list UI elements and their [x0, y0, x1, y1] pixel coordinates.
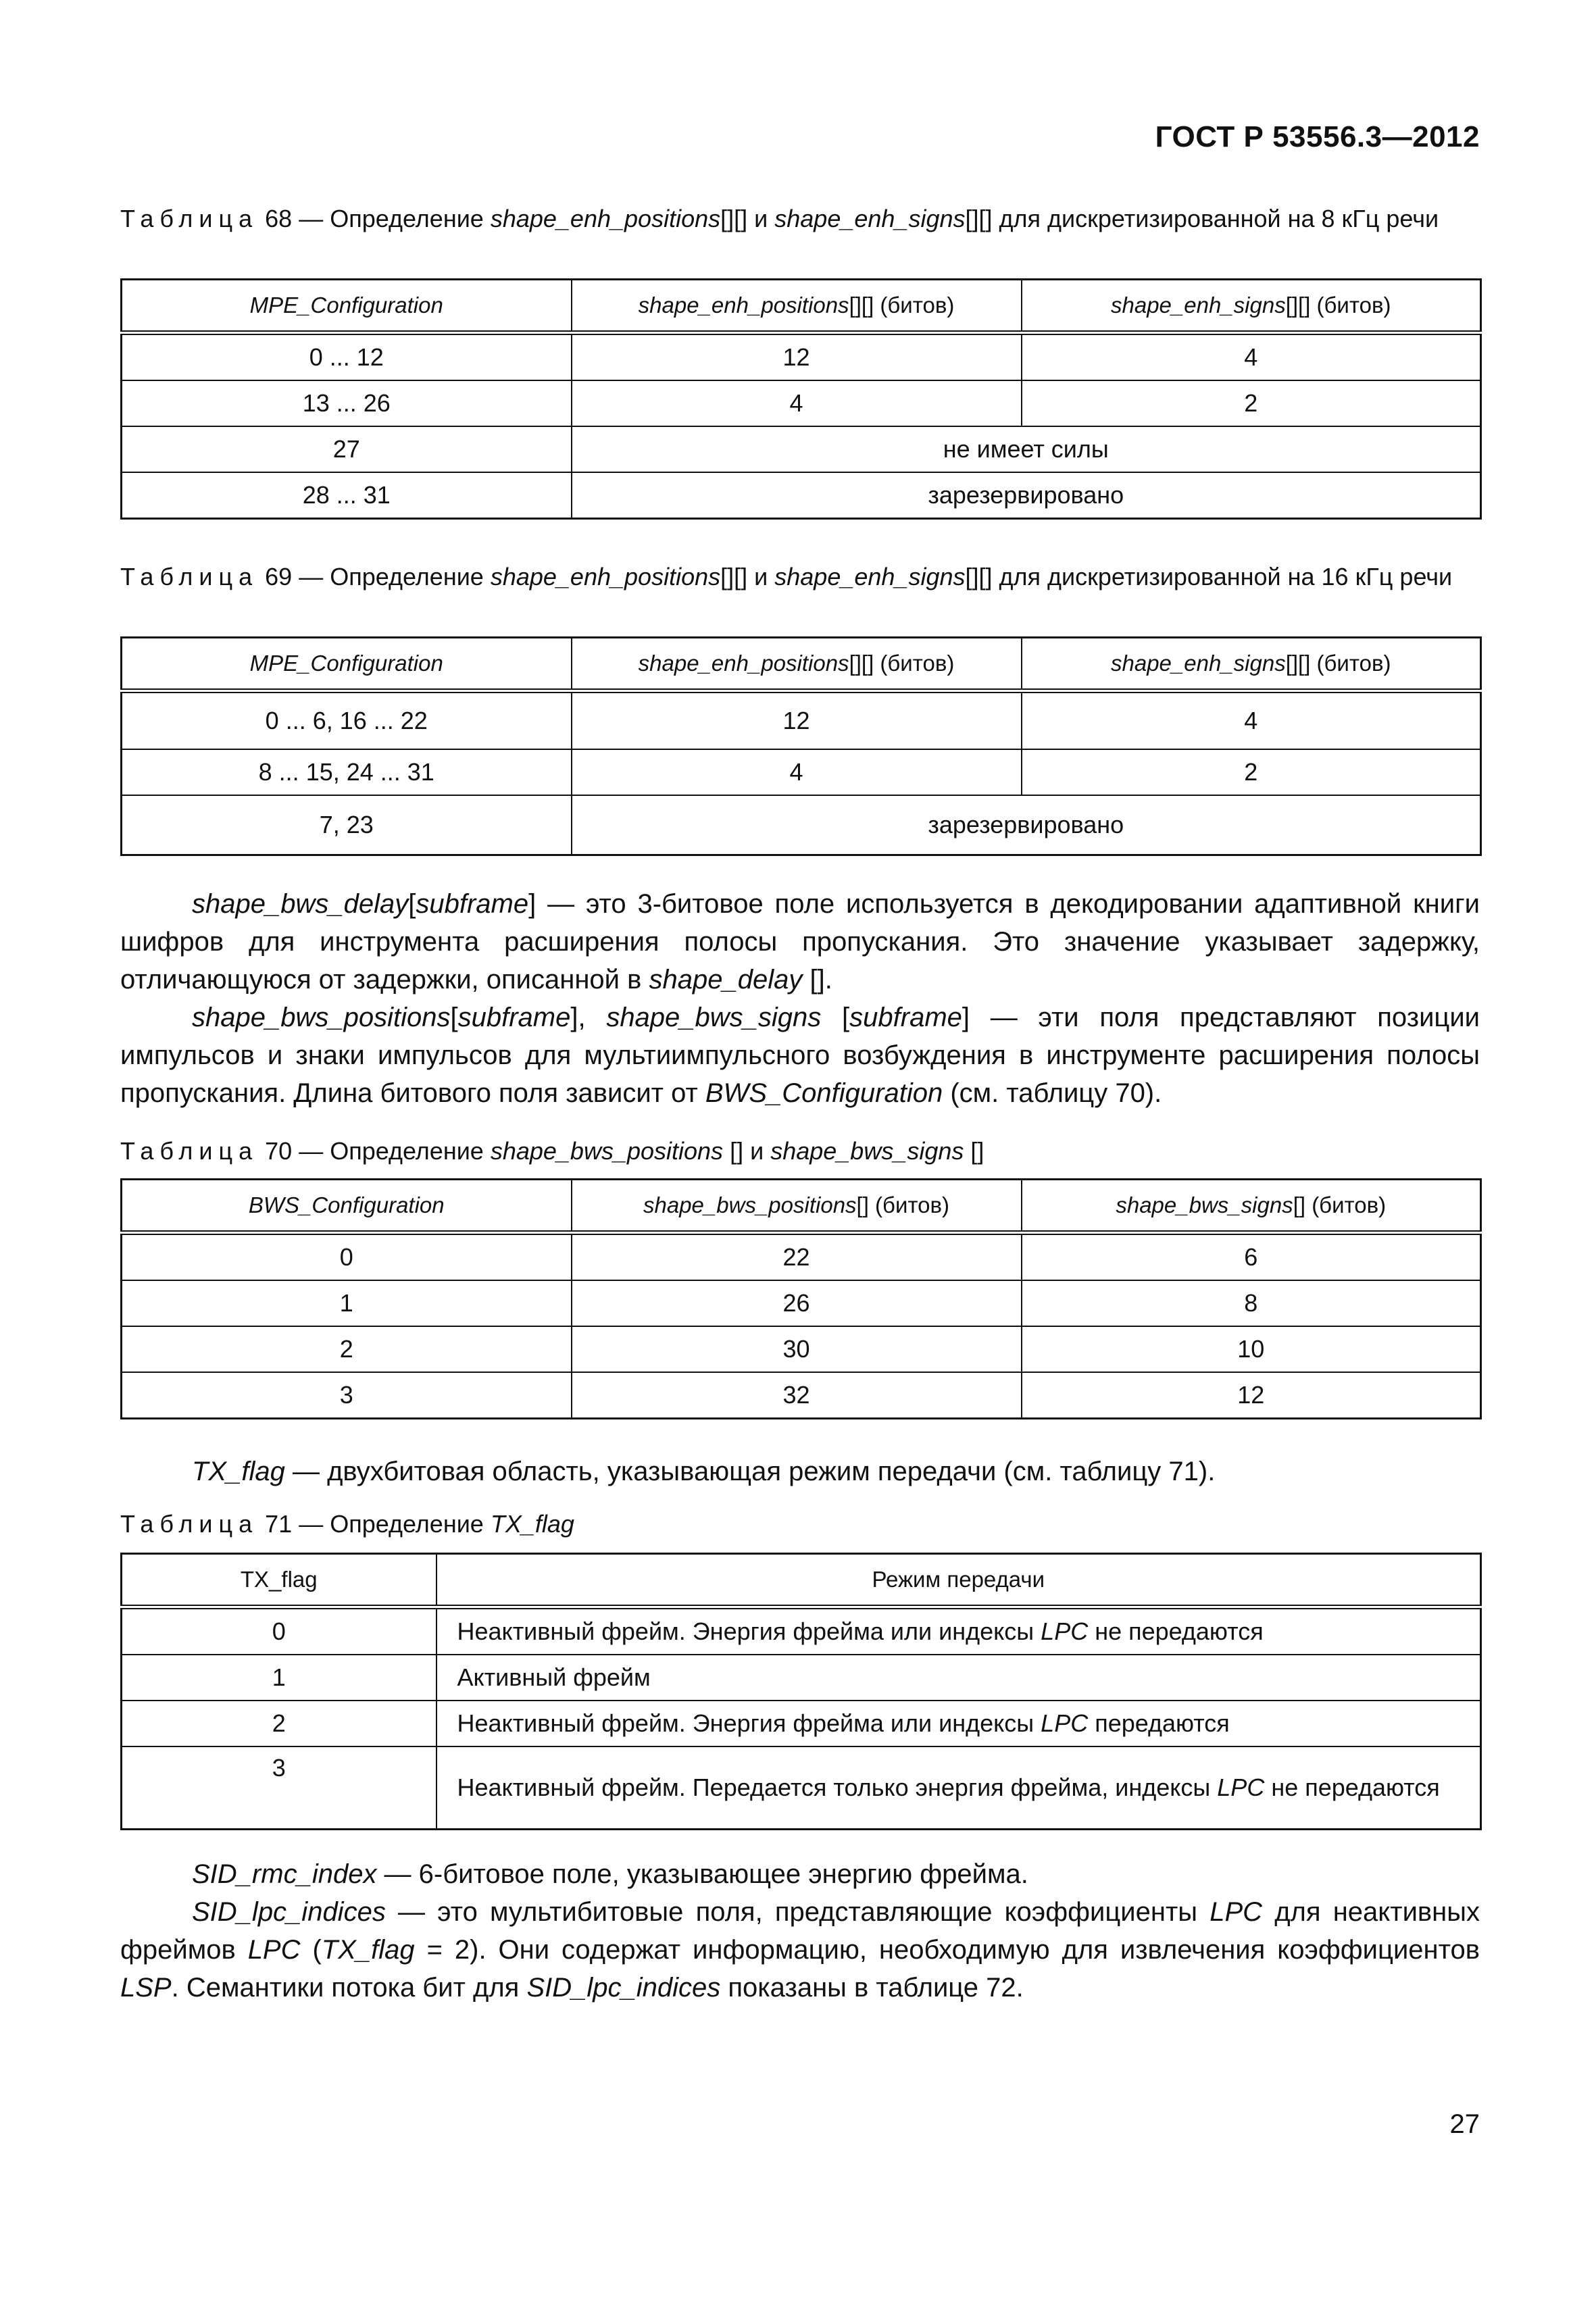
table-row: 7, 23 зарезервировано	[122, 795, 1481, 855]
table-row: 1 26 8	[122, 1280, 1481, 1326]
body-text	[120, 1855, 1480, 2007]
column-header: TX_flag	[122, 1554, 437, 1607]
paragraph-shape-bws-positions: shape_bws_positions[subframe], shape_bws_signs [subframe] — эти поля представляют позиции импульсов и знаки импульсов для мультиимпульсного возбуждения в инструменте расширения полосы пропускания. Длина битового поля зависит от BWS_Configuration (см. таблицу 70).	[120, 1003, 1480, 1108]
column-header: MPE_Configuration	[122, 638, 572, 691]
body-text	[120, 885, 1480, 1112]
table-row: 0 ... 6, 16 ... 22 12 4	[122, 691, 1481, 750]
table-label: Таблица	[120, 205, 259, 232]
table-row: 0 ... 12 12 4	[122, 333, 1481, 381]
table-row: 2 Неактивный фрейм. Энергия фрейма или индексы LPC передаются	[122, 1701, 1481, 1746]
table-label: Таблица	[120, 1137, 259, 1165]
table-row: 27 не имеет силы	[122, 426, 1481, 472]
body-text	[120, 1453, 1480, 1490]
table-row: 0 Неактивный фрейм. Энергия фрейма или индексы LPC не передаются	[122, 1607, 1481, 1655]
table-row: 28 ... 31 зарезервировано	[122, 472, 1481, 519]
table-row: 8 ... 15, 24 ... 31 4 2	[122, 749, 1481, 795]
paragraph-tx-flag: TX_flag — двухбитовая область, указывающая режим передачи (см. таблицу 71).	[192, 1457, 1216, 1486]
table-69-caption: Таблица 69 — Определение shape_enh_positions[][] и shape_enh_signs[][] для дискретизированной на 16 кГц речи	[120, 563, 1453, 590]
table-71	[120, 1553, 1482, 1830]
table-row: 0 22 6	[122, 1233, 1481, 1281]
column-header: shape_enh_signs[][] (битов)	[1022, 280, 1481, 333]
page-number: 27	[1449, 2109, 1480, 2139]
table-label: Таблица	[120, 563, 259, 590]
table-row: 3 Неактивный фрейм. Передается только энергия фрейма, индексы LPC не передаются	[122, 1746, 1481, 1830]
column-header: shape_enh_positions[][] (битов)	[572, 638, 1022, 691]
document-header: ГОСТ Р 53556.3—2012	[1155, 120, 1480, 153]
table-68-caption: Таблица 68 — Определение shape_enh_positions[][] и shape_enh_signs[][] для дискретизированной на 8 кГц речи	[120, 205, 1439, 232]
paragraph-shape-bws-delay: shape_bws_delay[subframe] — это 3-битовое поле используется в декодировании адаптивной книги шифров для инструмента расширения полосы пропускания. Это значение указывает задержку, отличающуюся от задержки, описанной в shape_delay [].	[120, 889, 1480, 995]
column-header: BWS_Configuration	[122, 1180, 572, 1233]
paragraph-sid-lpc-indices: SID_lpc_indices — это мультибитовые поля, представляющие коэффициенты LPC для неактивных фреймов LPC (TX_flag = 2). Они содержат информацию, необходимую для извлечения коэффициентов LSP. Семантики потока бит для SID_lpc_indices показаны в таблице 72.	[120, 1897, 1480, 2003]
column-header: Режим передачи	[437, 1554, 1481, 1607]
table-label: Таблица	[120, 1510, 259, 1538]
table-68	[120, 278, 1482, 520]
table-row: 2 30 10	[122, 1326, 1481, 1372]
column-header: shape_bws_positions[] (битов)	[572, 1180, 1022, 1233]
table-70-caption: Таблица 70 — Определение shape_bws_positions [] и shape_bws_signs []	[120, 1137, 984, 1165]
column-header: shape_enh_signs[][] (битов)	[1022, 638, 1481, 691]
table-71-caption: Таблица 71 — Определение TX_flag	[120, 1510, 574, 1538]
paragraph-sid-rmc-index: SID_rmc_index — 6-битовое поле, указывающее энергию фрейма.	[192, 1859, 1028, 1889]
table-70	[120, 1178, 1482, 1419]
column-header: MPE_Configuration	[122, 280, 572, 333]
table-row: 13 ... 26 4 2	[122, 380, 1481, 426]
table-row: 3 32 12	[122, 1372, 1481, 1419]
column-header: shape_enh_positions[][] (битов)	[572, 280, 1022, 333]
table-row: 1 Активный фрейм	[122, 1655, 1481, 1701]
table-69	[120, 636, 1482, 856]
column-header: shape_bws_signs[] (битов)	[1022, 1180, 1481, 1233]
